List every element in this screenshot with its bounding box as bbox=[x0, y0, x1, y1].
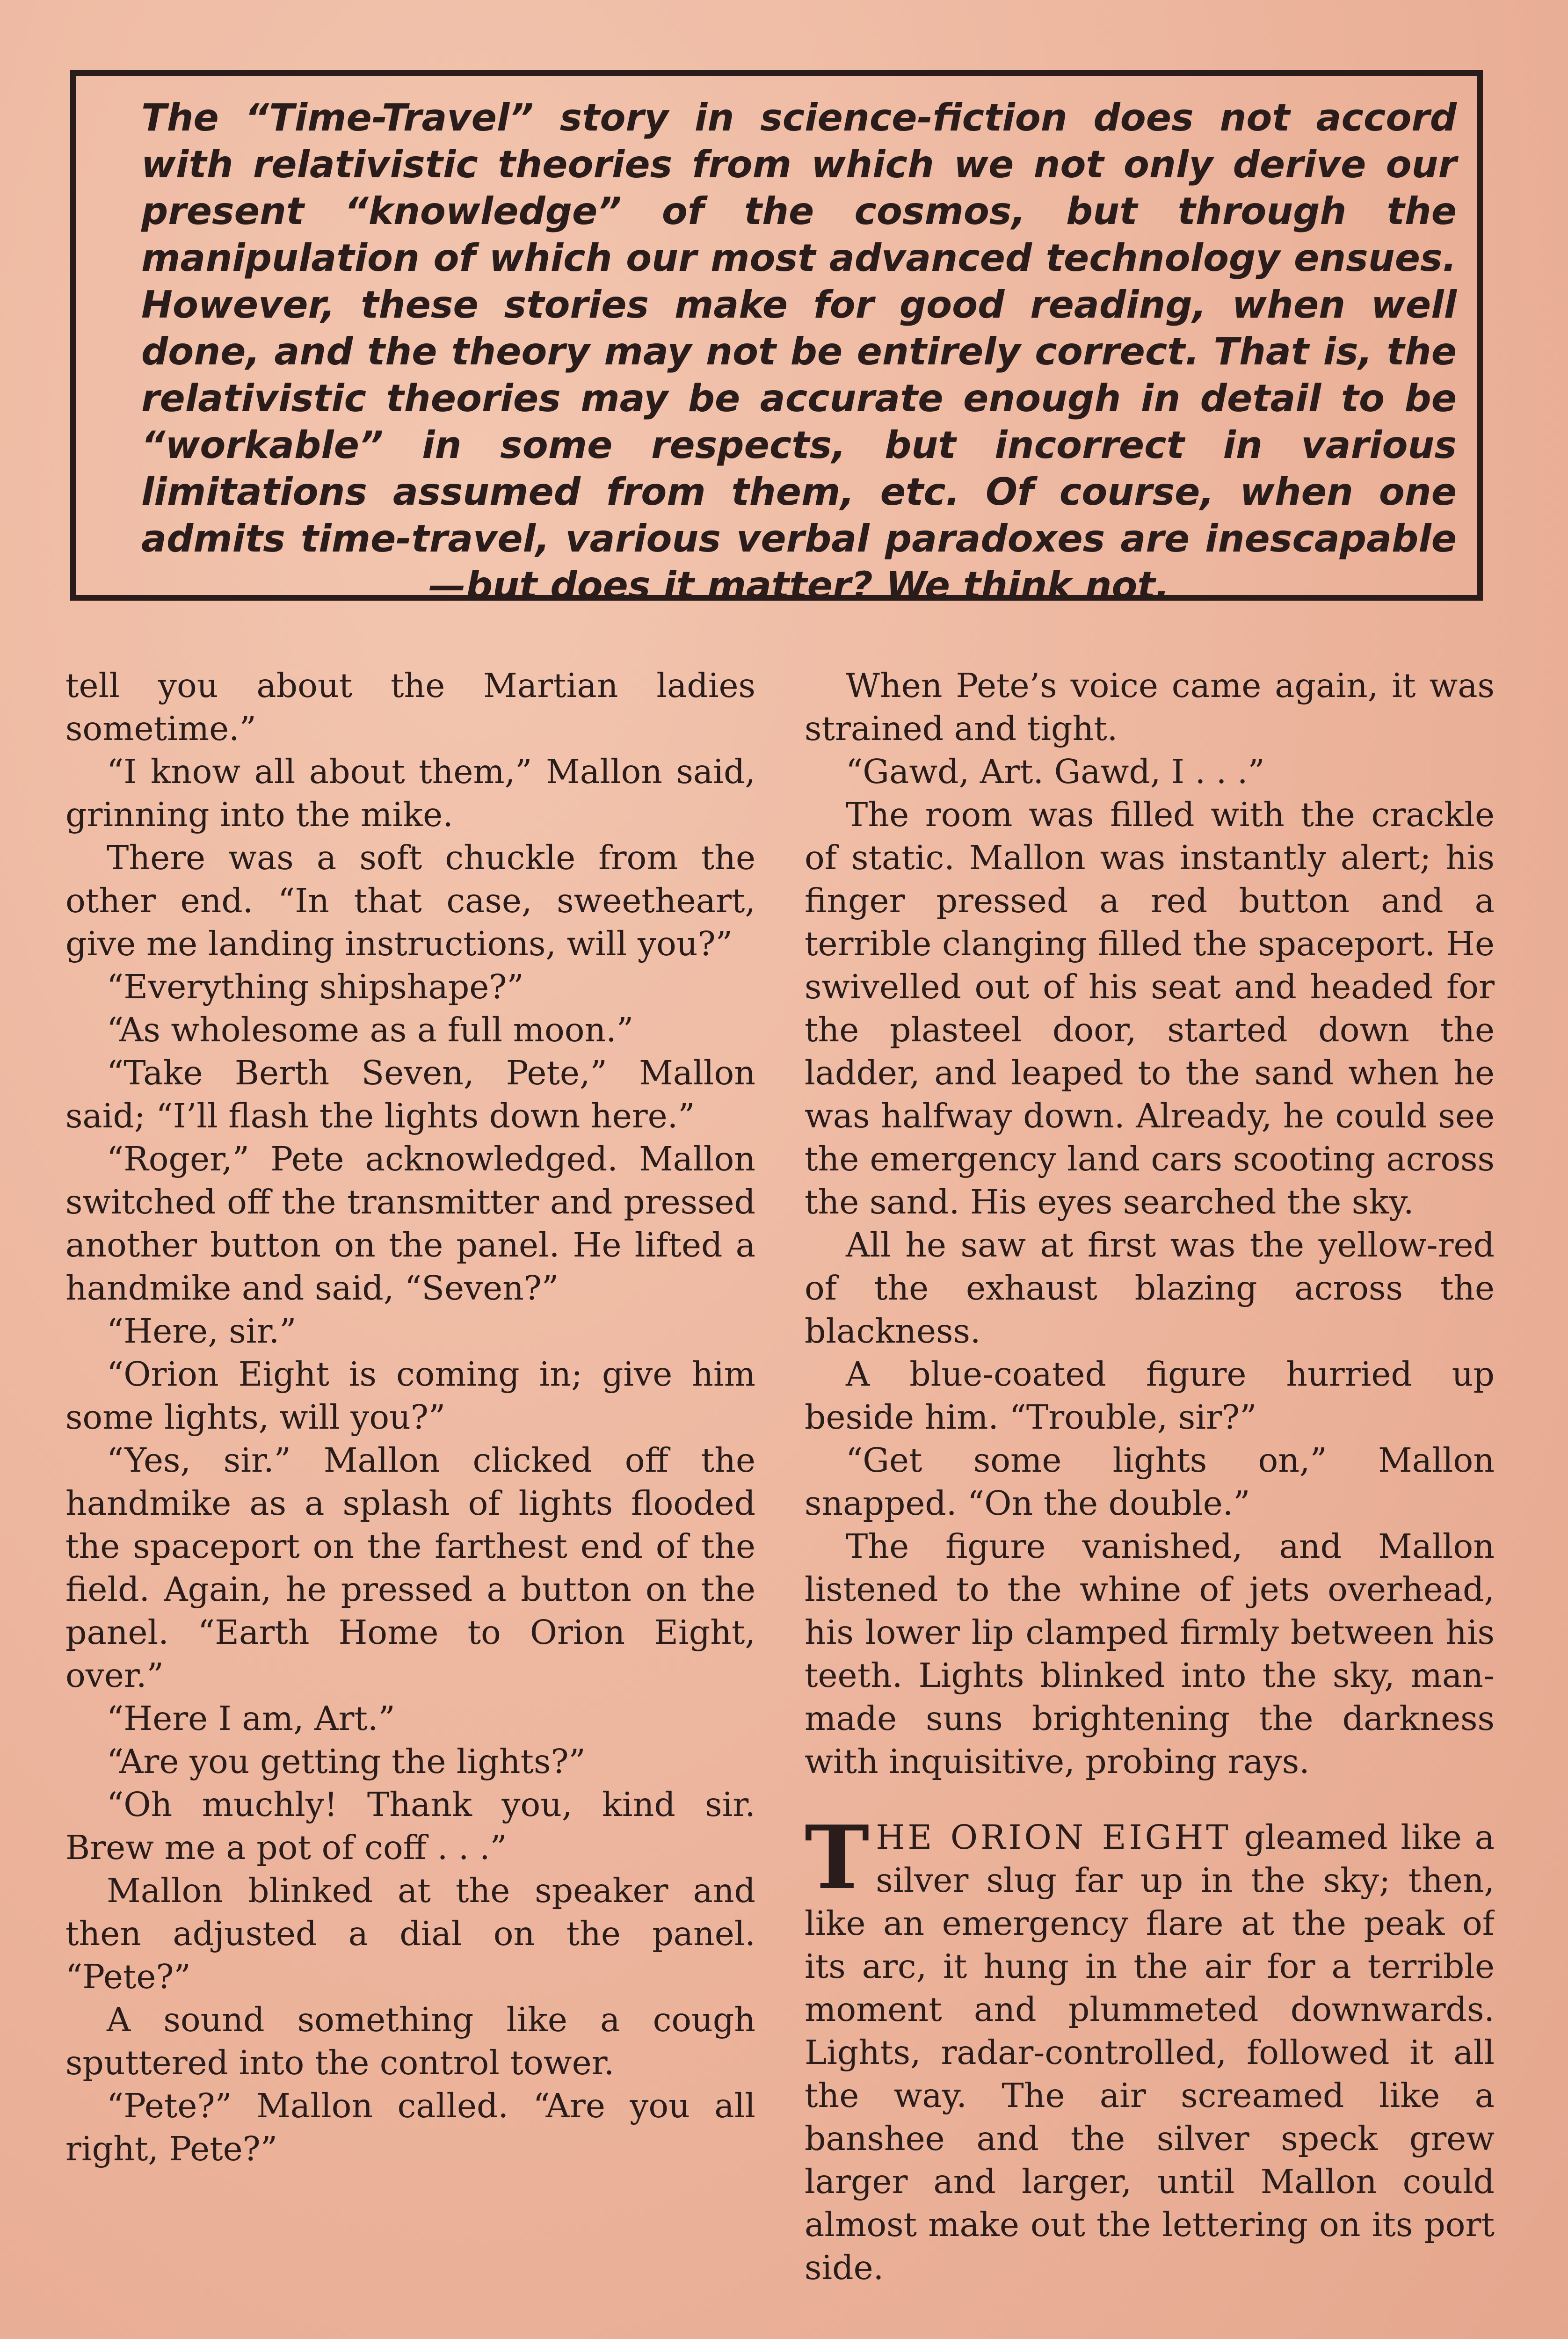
paragraph: “Everything shipshape?” bbox=[107, 967, 524, 1006]
paragraph: “Oh muchly! Thank you, kind sir. Brew me a pot of coff . . .” bbox=[65, 1785, 755, 1867]
section-text: gleamed like a silver slug far up in the sky; then, like an emergency flare at the peak of its arc, it hung in the air for a terrible moment and plummeted downwards. Lights, radar-controlled, followed it all the way. The air screamed like a banshee and the silver speck grew larger and larger, until Mallon could almost make out the lettering on its port side. bbox=[805, 1818, 1495, 2287]
paragraph: The figure vanished, and Mallon listened to the whine of jets overhead, his lower lip clamped firmly between his teeth. Lights blinked into the sky, man-made suns brightening the darkness with inquisitive, probing rays. bbox=[805, 1527, 1495, 1781]
paragraph: “As wholesome as a full moon.” bbox=[107, 1010, 634, 1049]
paragraph: Mallon blinked at the speaker and then adjusted a dial on the panel. “Pete?” bbox=[65, 1871, 755, 1996]
paragraph: There was a soft chuckle from the other end. “In that case, sweetheart, give me landing instructions, will you?” bbox=[65, 838, 755, 963]
paragraph: “Get some lights on,” Mallon snapped. “On the double.” bbox=[805, 1441, 1495, 1523]
editorial-note-box bbox=[70, 70, 1483, 607]
paragraph: “Orion Eight is coming in; give him some lights, will you?” bbox=[65, 1355, 755, 1437]
paragraph: A sound something like a cough sputtered into the control tower. bbox=[65, 2000, 755, 2082]
paragraph: A blue-coated figure hurried up beside him. “Trouble, sir?” bbox=[805, 1355, 1495, 1437]
left-column bbox=[65, 664, 755, 2339]
paragraph: When Pete’s voice came again, it was strained and tight. bbox=[805, 666, 1495, 748]
section-opening-paragraph bbox=[805, 1806, 1495, 2289]
editorial-note-text: The “Time-Travel” story in science-fiction does not accord with relativistic theories from which we not only derive our present “knowledge” of the cosmos, but through the manipulation of which our most advanced technology ensues. However, these stories make for good reading, when well done, and the theory may not be entirely correct. That is, the relativistic theories may be accurate enough in detail to be “workable” in some respects, but incorrect in various limitations assumed from them, etc. Of course, when one admits time-travel, various verbal paradoxes are inescapable —but does it matter? We think not. bbox=[141, 96, 1457, 607]
paragraph: The room was filled with the crackle of static. Mallon was instantly alert; his finger pressed a red button and a terrible clanging filled the spaceport. He swivelled out of his seat and headed for the plasteel door, started down the ladder, and leaped to the sand when he was halfway down. Already, he could see the emergency land cars scooting across the sand. His eyes searched the sky. bbox=[805, 795, 1495, 1221]
paragraph: “Here I am, Art.” bbox=[107, 1699, 395, 1738]
paragraph: “Pete?” Mallon called. “Are you all right, Pete?” bbox=[65, 2086, 755, 2168]
drop-cap: T bbox=[805, 1806, 870, 1909]
right-column bbox=[805, 664, 1495, 2339]
paragraph: “Roger,” Pete acknowledged. Mallon switched off the transmitter and pressed another button on the panel. He lifted a handmike and said, “Seven?” bbox=[65, 1140, 755, 1308]
paragraph: All he saw at first was the yellow-red of the exhaust blazing across the blackness. bbox=[805, 1226, 1495, 1351]
paragraph: “Are you getting the lights?” bbox=[107, 1742, 586, 1781]
paragraph: “Gawd, Art. Gawd, I . . .” bbox=[846, 752, 1265, 791]
section-lead-in: HE ORION EIGHT bbox=[876, 1818, 1231, 1857]
paragraph: “Here, sir.” bbox=[107, 1312, 297, 1351]
paragraph: “Take Berth Seven, Pete,” Mallon said; “I’ll flash the lights down here.” bbox=[65, 1053, 755, 1135]
paragraph: “I know all about them,” Mallon said, grinning into the mike. bbox=[65, 752, 755, 834]
paragraph: tell you about the Martian ladies sometime.” bbox=[65, 666, 755, 748]
paragraph: “Yes, sir.” Mallon clicked off the handmike as a splash of lights flooded the spaceport on the farthest end of the field. Again, he pressed a button on the panel. “Earth Home to Orion Eight, over.” bbox=[65, 1441, 755, 1695]
